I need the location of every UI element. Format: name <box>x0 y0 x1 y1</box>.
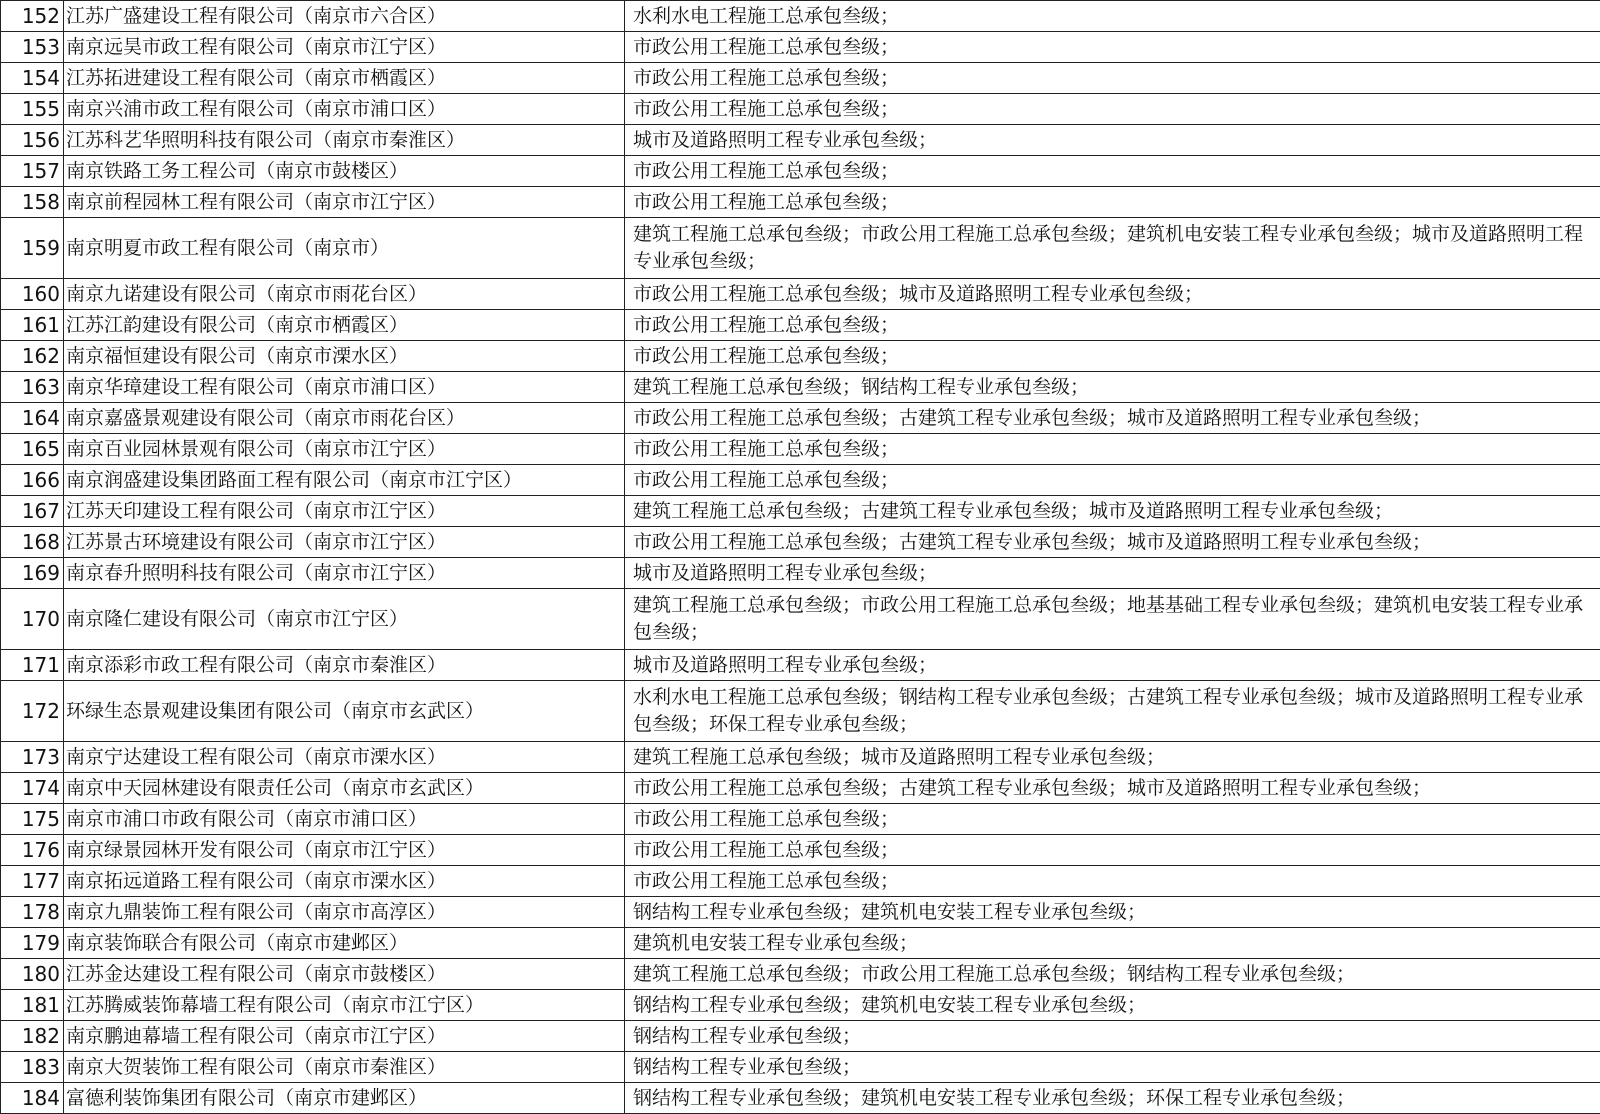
table-row <box>1 341 1600 372</box>
row-number: 172 <box>1 681 64 742</box>
company-name: 富德利装饰集团有限公司（南京市建邺区） <box>64 1083 625 1114</box>
qualification-list: 市政公用工程施工总承包叁级；古建筑工程专业承包叁级；城市及道路照明工程专业承包叁级； <box>625 773 1600 804</box>
table-row <box>1 156 1600 187</box>
company-name: 南京绿景园林开发有限公司（南京市江宁区） <box>64 835 625 866</box>
row-number: 166 <box>1 465 64 496</box>
company-name: 南京润盛建设集团路面工程有限公司（南京市江宁区） <box>64 465 625 496</box>
qualification-list: 建筑机电安装工程专业承包叁级； <box>625 928 1600 959</box>
company-name: 江苏腾威装饰幕墙工程有限公司（南京市江宁区） <box>64 990 625 1021</box>
table-row <box>1 32 1600 63</box>
table-row <box>1 835 1600 866</box>
company-name: 江苏景古环境建设有限公司（南京市江宁区） <box>64 527 625 558</box>
company-name: 南京隆仁建设有限公司（南京市江宁区） <box>64 589 625 650</box>
company-name: 江苏江韵建设有限公司（南京市栖霞区） <box>64 310 625 341</box>
qualification-list: 市政公用工程施工总承包叁级； <box>625 341 1600 372</box>
table-row <box>1 527 1600 558</box>
row-number: 167 <box>1 496 64 527</box>
qualification-list: 建筑工程施工总承包叁级；市政公用工程施工总承包叁级；钢结构工程专业承包叁级； <box>625 959 1600 990</box>
company-name: 南京嘉盛景观建设有限公司（南京市雨花台区） <box>64 403 625 434</box>
row-number: 165 <box>1 434 64 465</box>
row-number: 176 <box>1 835 64 866</box>
row-number: 164 <box>1 403 64 434</box>
table-row <box>1 928 1600 959</box>
table-row <box>1 589 1600 650</box>
company-name: 南京拓远道路工程有限公司（南京市溧水区） <box>64 866 625 897</box>
table-row <box>1 1052 1600 1083</box>
row-number: 183 <box>1 1052 64 1083</box>
row-number: 174 <box>1 773 64 804</box>
row-number: 177 <box>1 866 64 897</box>
company-name: 江苏拓进建设工程有限公司（南京市栖霞区） <box>64 63 625 94</box>
company-name: 南京铁路工务工程公司（南京市鼓楼区） <box>64 156 625 187</box>
table-row <box>1 125 1600 156</box>
row-number: 170 <box>1 589 64 650</box>
row-number: 181 <box>1 990 64 1021</box>
qualification-list: 钢结构工程专业承包叁级；建筑机电安装工程专业承包叁级；环保工程专业承包叁级； <box>625 1083 1600 1114</box>
row-number: 161 <box>1 310 64 341</box>
company-name: 南京兴浦市政工程有限公司（南京市浦口区） <box>64 94 625 125</box>
qualification-list: 市政公用工程施工总承包叁级； <box>625 465 1600 496</box>
table-row <box>1 959 1600 990</box>
table-row <box>1 94 1600 125</box>
row-number: 178 <box>1 897 64 928</box>
company-name: 南京明夏市政工程有限公司（南京市） <box>64 218 625 279</box>
table-row <box>1 897 1600 928</box>
row-number: 163 <box>1 372 64 403</box>
qualification-list: 钢结构工程专业承包叁级； <box>625 1052 1600 1083</box>
qualification-list: 市政公用工程施工总承包叁级； <box>625 94 1600 125</box>
qualification-list: 市政公用工程施工总承包叁级； <box>625 835 1600 866</box>
row-number: 155 <box>1 94 64 125</box>
company-name: 南京大贺装饰工程有限公司（南京市秦淮区） <box>64 1052 625 1083</box>
qualification-list: 建筑工程施工总承包叁级；古建筑工程专业承包叁级；城市及道路照明工程专业承包叁级； <box>625 496 1600 527</box>
company-name: 南京远昊市政工程有限公司（南京市江宁区） <box>64 32 625 63</box>
row-number: 157 <box>1 156 64 187</box>
table-row <box>1 496 1600 527</box>
qualification-list: 建筑工程施工总承包叁级；钢结构工程专业承包叁级； <box>625 372 1600 403</box>
qualification-list: 市政公用工程施工总承包叁级； <box>625 32 1600 63</box>
table-row <box>1 773 1600 804</box>
company-name: 环绿生态景观建设集团有限公司（南京市玄武区） <box>64 681 625 742</box>
qualification-list: 市政公用工程施工总承包叁级；古建筑工程专业承包叁级；城市及道路照明工程专业承包叁级； <box>625 403 1600 434</box>
row-number: 179 <box>1 928 64 959</box>
row-number: 153 <box>1 32 64 63</box>
row-number: 169 <box>1 558 64 589</box>
table-row <box>1 1 1600 32</box>
company-name: 江苏科艺华照明科技有限公司（南京市秦淮区） <box>64 125 625 156</box>
row-number: 180 <box>1 959 64 990</box>
row-number: 168 <box>1 527 64 558</box>
qualification-list: 钢结构工程专业承包叁级；建筑机电安装工程专业承包叁级； <box>625 990 1600 1021</box>
table-row <box>1 310 1600 341</box>
row-number: 182 <box>1 1021 64 1052</box>
table-row <box>1 1021 1600 1052</box>
table-row <box>1 63 1600 94</box>
table-row <box>1 1083 1600 1114</box>
qualification-list: 市政公用工程施工总承包叁级；城市及道路照明工程专业承包叁级； <box>625 279 1600 310</box>
company-name: 江苏金达建设工程有限公司（南京市鼓楼区） <box>64 959 625 990</box>
qualification-list: 市政公用工程施工总承包叁级； <box>625 866 1600 897</box>
company-name: 南京鹏迪幕墙工程有限公司（南京市江宁区） <box>64 1021 625 1052</box>
row-number: 162 <box>1 341 64 372</box>
qualification-list: 市政公用工程施工总承包叁级； <box>625 187 1600 218</box>
qualification-list: 城市及道路照明工程专业承包叁级； <box>625 558 1600 589</box>
table-row <box>1 403 1600 434</box>
qualification-list: 建筑工程施工总承包叁级；城市及道路照明工程专业承包叁级； <box>625 742 1600 773</box>
qualification-list: 城市及道路照明工程专业承包叁级； <box>625 650 1600 681</box>
qualification-list: 钢结构工程专业承包叁级；建筑机电安装工程专业承包叁级； <box>625 897 1600 928</box>
table-row <box>1 650 1600 681</box>
row-number: 184 <box>1 1083 64 1114</box>
company-name: 南京市浦口市政有限公司（南京市浦口区） <box>64 804 625 835</box>
company-name: 南京九诺建设有限公司（南京市雨花台区） <box>64 279 625 310</box>
table-row <box>1 187 1600 218</box>
table-body <box>1 1 1600 1114</box>
table-row <box>1 372 1600 403</box>
row-number: 154 <box>1 63 64 94</box>
row-number: 173 <box>1 742 64 773</box>
row-number: 156 <box>1 125 64 156</box>
qualification-list: 市政公用工程施工总承包叁级； <box>625 156 1600 187</box>
table-row <box>1 866 1600 897</box>
company-name: 南京福恒建设有限公司（南京市溧水区） <box>64 341 625 372</box>
qualification-list: 市政公用工程施工总承包叁级； <box>625 804 1600 835</box>
company-name: 南京百业园林景观有限公司（南京市江宁区） <box>64 434 625 465</box>
company-name: 江苏天印建设工程有限公司（南京市江宁区） <box>64 496 625 527</box>
company-name: 南京装饰联合有限公司（南京市建邺区） <box>64 928 625 959</box>
qualification-list: 水利水电工程施工总承包叁级；钢结构工程专业承包叁级；古建筑工程专业承包叁级；城市及道路照明工程专业承包叁级；环保工程专业承包叁级； <box>625 681 1600 742</box>
company-name: 南京华璋建设工程有限公司（南京市浦口区） <box>64 372 625 403</box>
qualification-list: 市政公用工程施工总承包叁级；古建筑工程专业承包叁级；城市及道路照明工程专业承包叁级； <box>625 527 1600 558</box>
table-row <box>1 990 1600 1021</box>
company-name: 南京九鼎装饰工程有限公司（南京市高淳区） <box>64 897 625 928</box>
row-number: 160 <box>1 279 64 310</box>
row-number: 171 <box>1 650 64 681</box>
table-row <box>1 558 1600 589</box>
company-name: 南京宁达建设工程有限公司（南京市溧水区） <box>64 742 625 773</box>
qualification-list: 建筑工程施工总承包叁级；市政公用工程施工总承包叁级；地基基础工程专业承包叁级；建筑机电安装工程专业承包叁级； <box>625 589 1600 650</box>
row-number: 175 <box>1 804 64 835</box>
company-name: 南京春升照明科技有限公司（南京市江宁区） <box>64 558 625 589</box>
table-row <box>1 279 1600 310</box>
qualification-list: 市政公用工程施工总承包叁级； <box>625 310 1600 341</box>
qualification-list: 建筑工程施工总承包叁级；市政公用工程施工总承包叁级；建筑机电安装工程专业承包叁级；城市及道路照明工程专业承包叁级； <box>625 218 1600 279</box>
table-row <box>1 434 1600 465</box>
qualification-list: 市政公用工程施工总承包叁级； <box>625 63 1600 94</box>
qualification-list: 钢结构工程专业承包叁级； <box>625 1021 1600 1052</box>
company-name: 江苏广盛建设工程有限公司（南京市六合区） <box>64 1 625 32</box>
qualification-list: 市政公用工程施工总承包叁级； <box>625 434 1600 465</box>
company-name: 南京添彩市政工程有限公司（南京市秦淮区） <box>64 650 625 681</box>
qualification-list: 水利水电工程施工总承包叁级； <box>625 1 1600 32</box>
row-number: 158 <box>1 187 64 218</box>
table-row <box>1 465 1600 496</box>
company-name: 南京中天园林建设有限责任公司（南京市玄武区） <box>64 773 625 804</box>
table-row <box>1 804 1600 835</box>
table-row <box>1 681 1600 742</box>
table-row <box>1 218 1600 279</box>
qualification-list: 城市及道路照明工程专业承包叁级； <box>625 125 1600 156</box>
row-number: 152 <box>1 1 64 32</box>
row-number: 159 <box>1 218 64 279</box>
table-row <box>1 742 1600 773</box>
company-name: 南京前程园林工程有限公司（南京市江宁区） <box>64 187 625 218</box>
